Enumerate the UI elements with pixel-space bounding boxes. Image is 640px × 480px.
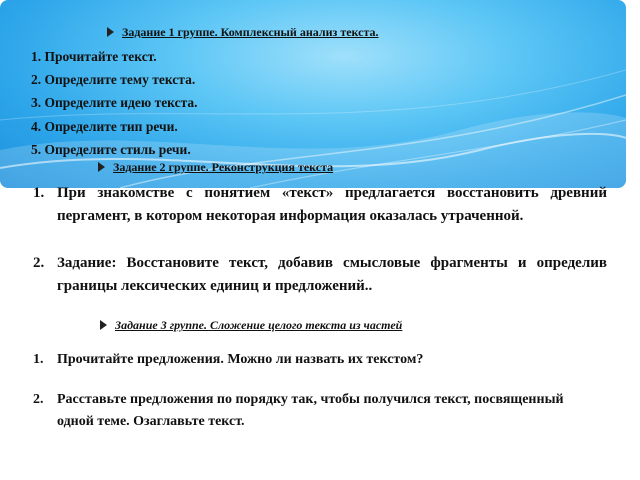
item-number: 1.: [33, 185, 45, 201]
task2-heading: [98, 160, 333, 175]
list-item: [33, 182, 607, 228]
list-item: 4. Определите тип речи.: [31, 118, 178, 134]
task3-heading-text: Задание 3 группе. Сложение целого текста из частей: [115, 318, 403, 332]
list-item: [33, 349, 573, 371]
list-item: [33, 389, 573, 433]
task3-list: [33, 349, 573, 433]
list-item: 2. Определите тему текста.: [31, 72, 196, 88]
task2-heading-text: Задание 2 группе. Реконструкция текста: [113, 160, 334, 174]
item-text: Прочитайте предложения. Можно ли назвать их текстом?: [57, 352, 424, 367]
list-item: [33, 252, 607, 298]
task1-heading-text: Задание 1 группе. Комплексный анализ текста.: [122, 25, 379, 39]
list-item: 1. Прочитайте текст.: [31, 49, 157, 64]
item-text: Расставьте предложения по порядку так, чтобы получился текст, посвященный одной теме. Озаглавьте текст.: [57, 392, 564, 429]
task1-heading: [107, 25, 379, 40]
arrow-bullet-icon: [107, 27, 114, 37]
task1-list: [31, 45, 198, 161]
item-text: При знакомстве с понятием «текст» предлагается восстановить древний пергамент, в котором некоторая информация оказалась утраченной.: [57, 185, 607, 224]
task3-heading: [100, 318, 402, 333]
task2-list: [33, 182, 607, 298]
item-number: 2.: [33, 255, 45, 271]
arrow-bullet-icon: [100, 320, 107, 330]
list-item: 5. Определите стиль речи.: [31, 141, 191, 157]
item-number: 2.: [33, 392, 44, 407]
item-text: Задание: Восстановите текст, добавив смысловые фрагменты и определив границы лексических единиц и предложений..: [57, 255, 607, 294]
list-item: 3. Определите идею текста.: [31, 95, 198, 111]
arrow-bullet-icon: [98, 162, 105, 172]
item-number: 1.: [33, 352, 44, 367]
